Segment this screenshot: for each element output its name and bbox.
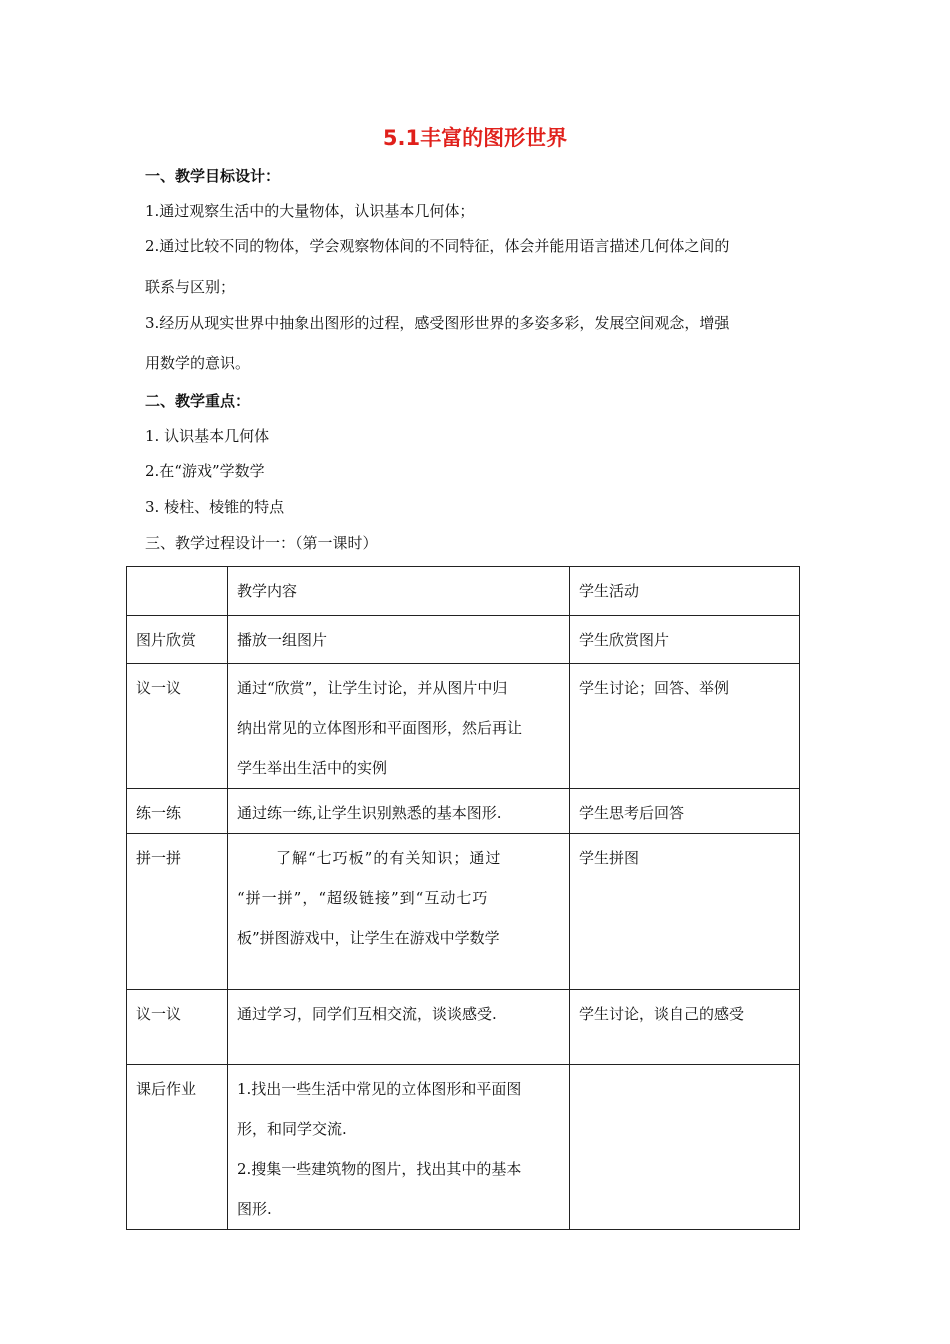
row-stage: 练一练 [127, 789, 228, 834]
content-line: “拼一拼”，“超级链接”到“互动七巧 [237, 889, 489, 907]
objective-1: 1.通过观察生活中的大量物体，认识基本几何体； [145, 202, 475, 220]
table-row [127, 1065, 800, 1230]
table-row [127, 789, 800, 834]
table-header-row [127, 567, 800, 616]
row-stage: 议一议 [127, 664, 228, 789]
row-content: 通过练一练,让学生识别熟悉的基本图形. [228, 789, 570, 834]
keypoint-2: 2.在“游戏”学数学 [145, 462, 265, 480]
header-cell-empty [127, 567, 228, 616]
row-stage: 图片欣赏 [127, 616, 228, 664]
row-content [228, 1065, 570, 1230]
keypoint-3: 3. 棱柱、棱锥的特点 [145, 498, 285, 516]
objective-2-line1: 2.通过比较不同的物体，学会观察物体间的不同特征，体会并能用语言描述几何体之间的 [145, 237, 730, 255]
table-row [127, 616, 800, 664]
table-row [127, 664, 800, 789]
table-row [127, 834, 800, 990]
row-activity: 学生拼图 [570, 834, 800, 990]
row-content [228, 664, 570, 789]
row-activity: 学生讨论，谈自己的感受 [570, 990, 800, 1065]
lesson-plan-table [126, 566, 800, 1230]
section-heading-process: 三、教学过程设计一：（第一课时） [145, 534, 378, 552]
row-activity: 学生思考后回答 [570, 789, 800, 834]
content-line: 板”拼图游戏中，让学生在游戏中学数学 [237, 929, 500, 947]
header-cell-activity: 学生活动 [570, 567, 800, 616]
row-activity: 学生欣赏图片 [570, 616, 800, 664]
row-content [228, 834, 570, 990]
content-line: 学生举出生活中的实例 [237, 759, 388, 777]
section-heading-objectives: 一、教学目标设计： [145, 167, 281, 185]
content-line: 图形. [237, 1200, 272, 1218]
section-heading-keypoints: 二、教学重点： [145, 392, 251, 410]
row-stage: 议一议 [127, 990, 228, 1065]
objective-2-line2: 联系与区别； [145, 278, 236, 296]
row-stage: 拼一拼 [127, 834, 228, 990]
page-title: 5.1丰富的图形世界 [382, 126, 568, 150]
keypoint-1: 1. 认识基本几何体 [145, 427, 270, 445]
header-cell-content: 教学内容 [228, 567, 570, 616]
objective-3-line1: 3.经历从现实世界中抽象出图形的过程，感受图形世界的多姿多彩，发展空间观念，增强 [145, 314, 730, 332]
row-content: 通过学习，同学们互相交流，谈谈感受. [228, 990, 570, 1065]
row-stage: 课后作业 [127, 1065, 228, 1230]
content-line: 2.搜集一些建筑物的图片，找出其中的基本 [237, 1160, 522, 1178]
content-line: 形，和同学交流. [237, 1120, 347, 1138]
content-line: 了解“七巧板”的有关知识；通过 [276, 849, 502, 867]
row-activity: 学生讨论；回答、举例 [570, 664, 800, 789]
table-row [127, 990, 800, 1065]
objective-3-line2: 用数学的意识。 [145, 354, 251, 372]
row-activity [570, 1065, 800, 1230]
content-line: 纳出常见的立体图形和平面图形，然后再让 [237, 719, 523, 737]
content-line: 通过“欣赏”，让学生讨论，并从图片中归 [237, 679, 508, 697]
content-line: 1.找出一些生活中常见的立体图形和平面图 [237, 1080, 522, 1098]
row-content: 播放一组图片 [228, 616, 570, 664]
